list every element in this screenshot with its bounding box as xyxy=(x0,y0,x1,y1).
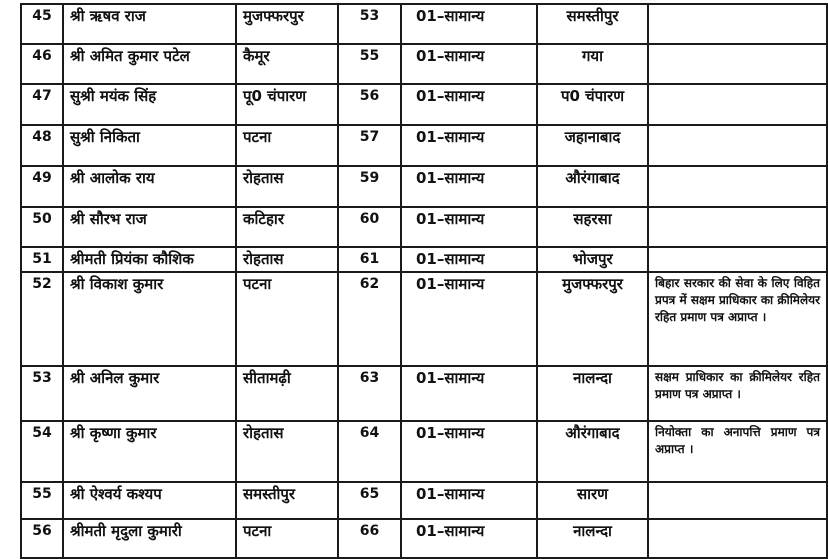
allotted-district-cell: जहानाबाद xyxy=(537,125,648,166)
allotted-district-cell: सारण xyxy=(537,482,648,519)
table-row xyxy=(21,207,827,247)
category-cell: 01–सामान्य xyxy=(401,366,537,421)
rank-cell: 60 xyxy=(338,207,401,247)
candidate-name-cell: सुश्री निकिता xyxy=(63,125,236,166)
candidate-name-cell: श्री आलोक राय xyxy=(63,166,236,207)
allotted-district-cell: भोजपुर xyxy=(537,247,648,272)
serial-number-cell: 53 xyxy=(21,366,63,421)
serial-number-cell: 47 xyxy=(21,84,63,125)
allotted-district-cell: मुजफ्फरपुर xyxy=(537,272,648,366)
home-district-cell: पटना xyxy=(236,125,338,166)
candidate-name-cell: श्री अमित कुमार पटेल xyxy=(63,44,236,84)
serial-number-cell: 54 xyxy=(21,421,63,482)
category-cell: 01–सामान्य xyxy=(401,519,537,558)
home-district-cell: रोहतास xyxy=(236,421,338,482)
category-cell: 01–सामान्य xyxy=(401,247,537,272)
serial-number-cell: 45 xyxy=(21,4,63,44)
remark-cell: सक्षम प्राधिकार का क्रीमिलेयर रहित प्रमाण पत्र अप्राप्त । xyxy=(648,366,827,421)
table-row xyxy=(21,84,827,125)
rank-cell: 66 xyxy=(338,519,401,558)
category-cell: 01–सामान्य xyxy=(401,4,537,44)
table-row xyxy=(21,247,827,272)
table-row xyxy=(21,519,827,558)
candidate-name-cell: श्री सौरभ राज xyxy=(63,207,236,247)
rank-cell: 65 xyxy=(338,482,401,519)
serial-number-cell: 46 xyxy=(21,44,63,84)
serial-number-cell: 55 xyxy=(21,482,63,519)
candidate-name-cell: श्री विकाश कुमार xyxy=(63,272,236,366)
candidate-name-cell: श्री ऋषव राज xyxy=(63,4,236,44)
candidate-name-cell: श्रीमती मृदुला कुमारी xyxy=(63,519,236,558)
allocation-table xyxy=(20,3,828,559)
home-district-cell: पटना xyxy=(236,272,338,366)
rank-cell: 59 xyxy=(338,166,401,207)
serial-number-cell: 51 xyxy=(21,247,63,272)
category-cell: 01–सामान्य xyxy=(401,421,537,482)
candidate-name-cell: श्री कृष्णा कुमार xyxy=(63,421,236,482)
allotted-district-cell: नालन्दा xyxy=(537,519,648,558)
allotted-district-cell: समस्तीपुर xyxy=(537,4,648,44)
rank-cell: 57 xyxy=(338,125,401,166)
rank-cell: 62 xyxy=(338,272,401,366)
allotted-district-cell: गया xyxy=(537,44,648,84)
table-row xyxy=(21,4,827,44)
remark-cell xyxy=(648,519,827,558)
remark-cell xyxy=(648,125,827,166)
remark-cell xyxy=(648,247,827,272)
remark-cell xyxy=(648,207,827,247)
rank-cell: 64 xyxy=(338,421,401,482)
allotted-district-cell: सहरसा xyxy=(537,207,648,247)
home-district-cell: पटना xyxy=(236,519,338,558)
table-row xyxy=(21,482,827,519)
category-cell: 01–सामान्य xyxy=(401,44,537,84)
serial-number-cell: 56 xyxy=(21,519,63,558)
candidate-name-cell: श्री अनिल कुमार xyxy=(63,366,236,421)
serial-number-cell: 50 xyxy=(21,207,63,247)
remark-cell xyxy=(648,44,827,84)
remark-cell xyxy=(648,482,827,519)
allotted-district-cell: औरंगाबाद xyxy=(537,421,648,482)
table-row xyxy=(21,272,827,366)
table-row xyxy=(21,366,827,421)
category-cell: 01–सामान्य xyxy=(401,84,537,125)
home-district-cell: कटिहार xyxy=(236,207,338,247)
category-cell: 01–सामान्य xyxy=(401,272,537,366)
category-cell: 01–सामान्य xyxy=(401,482,537,519)
category-cell: 01–सामान्य xyxy=(401,207,537,247)
remark-cell xyxy=(648,166,827,207)
candidate-name-cell: श्रीमती प्रियंका कौशिक xyxy=(63,247,236,272)
table-row xyxy=(21,125,827,166)
serial-number-cell: 52 xyxy=(21,272,63,366)
category-cell: 01–सामान्य xyxy=(401,125,537,166)
rank-cell: 61 xyxy=(338,247,401,272)
serial-number-cell: 48 xyxy=(21,125,63,166)
rank-cell: 56 xyxy=(338,84,401,125)
home-district-cell: मुजफ्फरपुर xyxy=(236,4,338,44)
remark-cell: नियोक्ता का अनापत्ति प्रमाण पत्र अप्राप्त । xyxy=(648,421,827,482)
remark-cell: बिहार सरकार की सेवा के लिए विहित प्रपत्र में सक्षम प्राधिकार का क्रीमिलेयर रहित प्रमाण पत्र अप्राप्त । xyxy=(648,272,827,366)
remark-cell xyxy=(648,4,827,44)
allotted-district-cell: औरंगाबाद xyxy=(537,166,648,207)
allotted-district-cell: नालन्दा xyxy=(537,366,648,421)
rank-cell: 53 xyxy=(338,4,401,44)
table-row xyxy=(21,44,827,84)
home-district-cell: कैमूर xyxy=(236,44,338,84)
home-district-cell: समस्तीपुर xyxy=(236,482,338,519)
home-district-cell: सीतामढ़ी xyxy=(236,366,338,421)
remark-cell xyxy=(648,84,827,125)
category-cell: 01–सामान्य xyxy=(401,166,537,207)
allotted-district-cell: प0 चंपारण xyxy=(537,84,648,125)
home-district-cell: पू0 चंपारण xyxy=(236,84,338,125)
home-district-cell: रोहतास xyxy=(236,166,338,207)
table-body xyxy=(21,4,827,558)
candidate-name-cell: श्री ऐश्वर्य कश्यप xyxy=(63,482,236,519)
table-row xyxy=(21,166,827,207)
candidate-name-cell: सुश्री मयंक सिंह xyxy=(63,84,236,125)
home-district-cell: रोहतास xyxy=(236,247,338,272)
rank-cell: 63 xyxy=(338,366,401,421)
table-row xyxy=(21,421,827,482)
rank-cell: 55 xyxy=(338,44,401,84)
serial-number-cell: 49 xyxy=(21,166,63,207)
